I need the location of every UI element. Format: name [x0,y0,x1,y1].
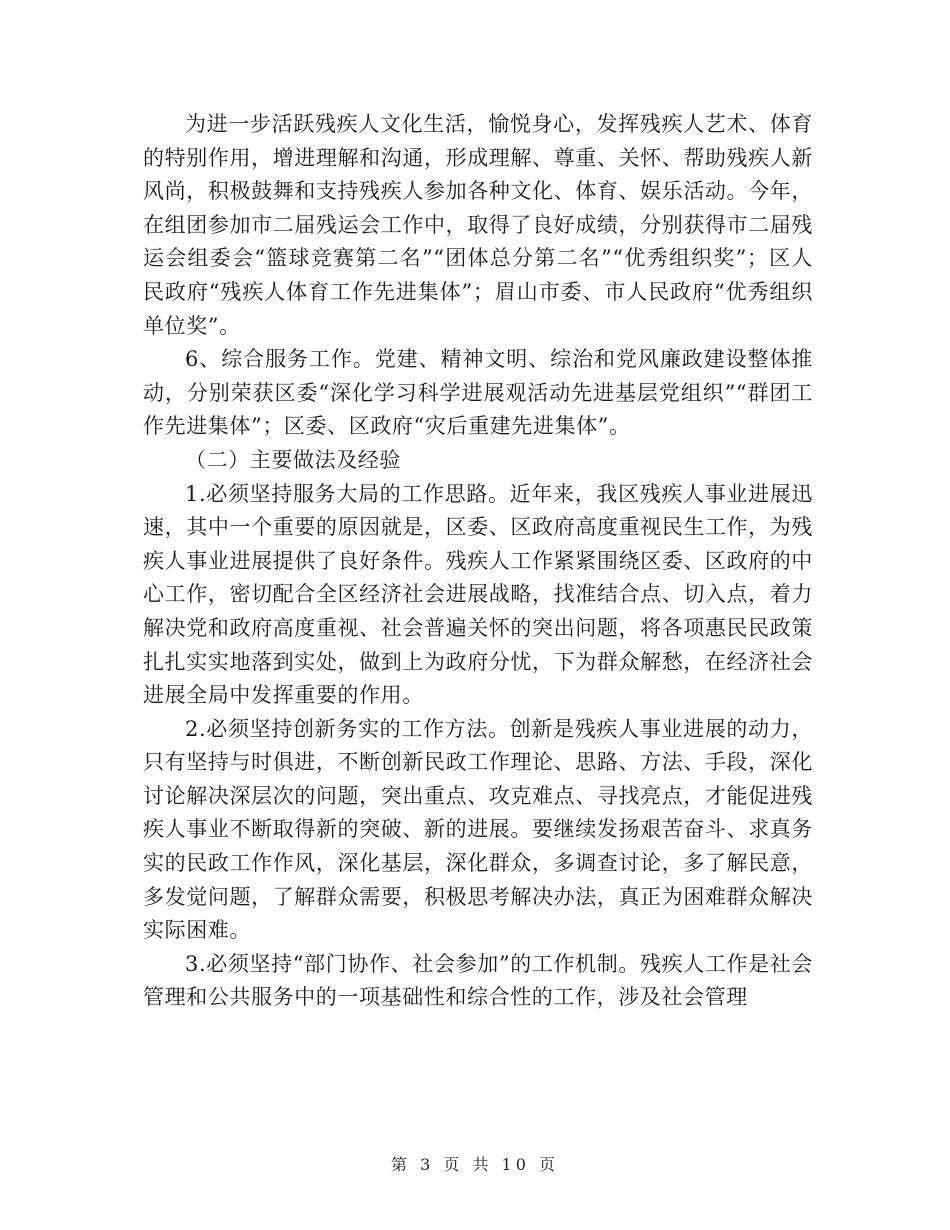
document-body [143,108,813,1015]
page-number-footer: 第 3 页 共 10 页 [391,1155,559,1174]
paragraph-culture-sports: 为进一步活跃残疾人文化生活，愉悦身心，发挥残疾人艺术、体育的特别作用，增进理解和沟通，形成理解、尊重、关怀、帮助残疾人新风尚，积极鼓舞和支持残疾人参加各种文化、体育、娱乐活动。今年，在组团参加市二届残运会工作中，取得了良好成绩，分别获得市二届残运会组委会“篮球竞赛第二名”“团体总分第二名”“优秀组织奖”；区人民政府“残疾人体育工作先进集体”；眉山市委、市人民政府“优秀组织单位奖”。 [143,112,813,338]
paragraph-point-1: 1.必须坚持服务大局的工作思路。近年来，我区残疾人事业进展迅速，其中一个重要的原因就是，区委、区政府高度重视民生工作，为残疾人事业进展提供了良好条件。残疾人工作紧紧围绕区委、区政府的中心工作，密切配合全区经济社会进展战略，找准结合点、切入点，着力解决党和政府高度重视、社会普遍关怀的突出问题，将各项惠民民政策扎扎实实地落到实处，做到上为政府分忧，下为群众解愁，在经济社会进展全局中发挥重要的作用。 [143,481,813,708]
paragraph-point-2: 2.必须坚持创新务实的工作方法。创新是残疾人事业进展的动力，只有坚持与时俱进，不断创新民政工作理论、思路、方法、手段，深化讨论解决深层次的问题，突出重点、攻克难点、寻找亮点，才能促进残疾人事业不断取得新的突破、新的进展。要继续发扬艰苦奋斗、求真务实的民政工作作风，深化基层，深化群众，多调查讨论，多了解民意，多发觉问题，了解群众需要，积极思考解决办法，真正为困难群众解决实际困难。 [143,716,813,943]
paragraph-point-3: 3.必须坚持“部门协作、社会参加”的工作机制。残疾人工作是社会管理和公共服务中的一项基础性和综合性的工作，涉及社会管理 [143,951,813,1010]
section-heading-methods: （二）主要做法及经验 [185,447,401,472]
paragraph-comprehensive-service: 6、综合服务工作。党建、精神文明、综治和党风廉政建设整体推动，分别荣获区委“深化学习科学进展观活动先进基层党组织”“群团工作先进集体”；区委、区政府“灾后重建先进集体”。 [143,347,813,439]
